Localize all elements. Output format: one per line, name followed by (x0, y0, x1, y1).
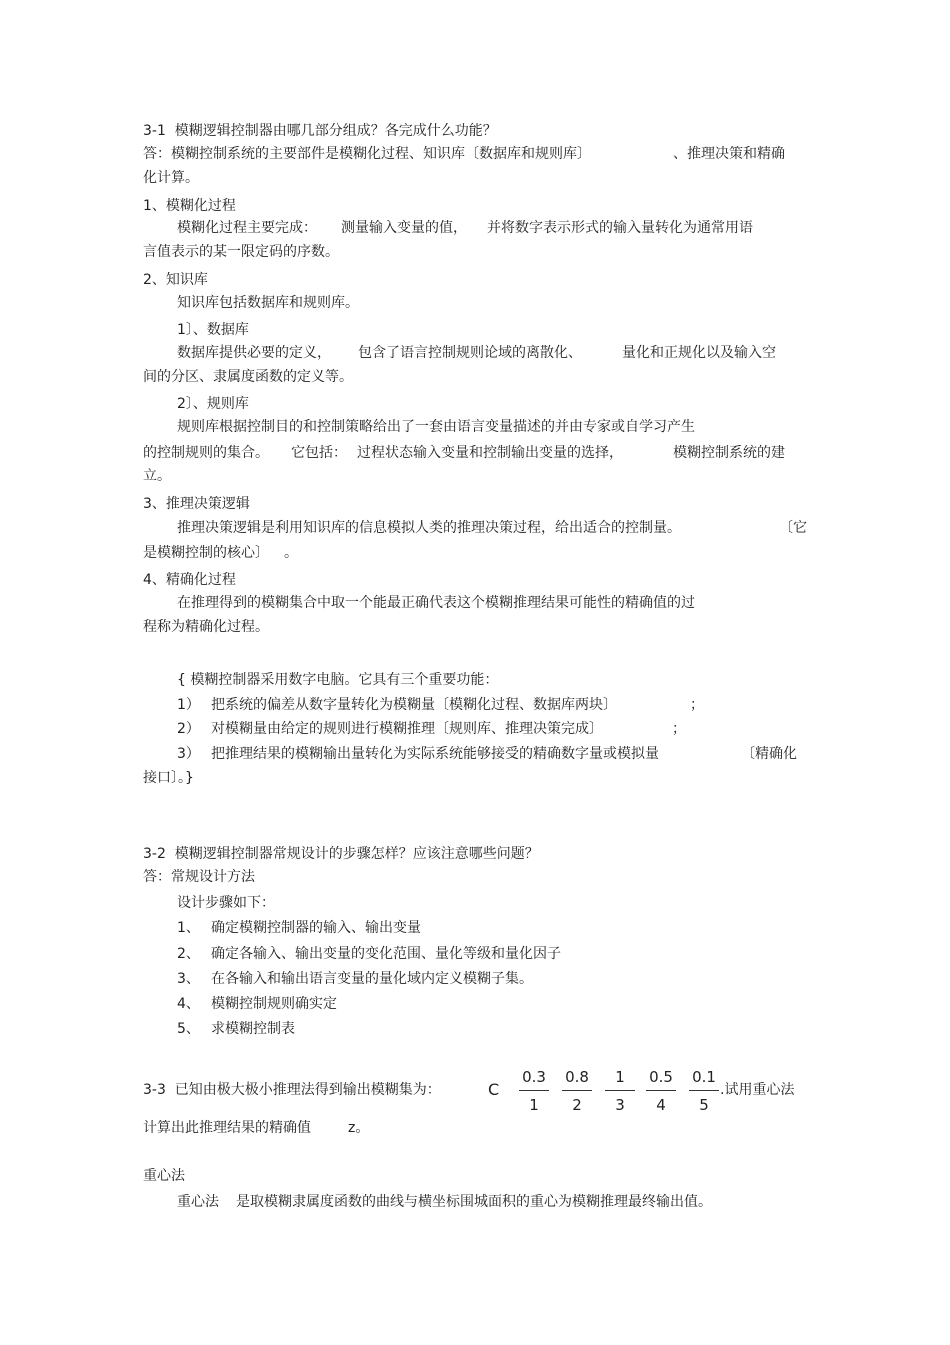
term-element: 4 (656, 1096, 666, 1114)
function-3-number: 3） (177, 746, 200, 762)
answer-3-1-line1-tail: 、推理决策和精确 (673, 146, 785, 162)
inference-text-2a: 是模糊控制的核心〕 (143, 545, 269, 561)
fuzzy-set-term (689, 1068, 719, 1114)
heading-fuzzification: 1、模糊化过程 (143, 198, 236, 214)
term-element: 5 (699, 1096, 709, 1114)
centroid-term: 重心法 (177, 1194, 219, 1210)
defuzzification-text-1: 在推理得到的模糊集合中取一个能最正确代表这个模糊推理结果可能性的精确值的过 (177, 595, 695, 611)
heading-database: 1〕、数据库 (177, 322, 249, 338)
database-text-b: 包含了语言控制规则论域的离散化、 (358, 345, 582, 361)
question-3-1: 3-1 模糊逻辑控制器由哪几部分组成？各完成什么功能？ (143, 123, 497, 139)
term-membership: 1 (605, 1068, 635, 1091)
database-text-c: 量化和正规化以及输入空 (622, 345, 776, 361)
term-element: 2 (572, 1096, 582, 1114)
step-text: 确定各输入、输出变量的变化范围、量化等级和量化因子 (211, 946, 561, 962)
rule-base-text-2c: 过程状态输入变量和控制输出变量的选择， (357, 445, 623, 461)
heading-centroid-method: 重心法 (143, 1168, 185, 1184)
question-3-2: 3-2 模糊逻辑控制器常规设计的步骤怎样？应该注意哪些问题？ (143, 846, 539, 862)
design-steps-title: 设计步骤如下： (177, 895, 275, 911)
inference-text-1b: 〔它 (779, 520, 807, 536)
answer-3-1-line1: 答：模糊控制系统的主要部件是模糊化过程、知识库〔数据库和规则库〕 (143, 146, 591, 162)
term-element: 1 (529, 1096, 539, 1114)
database-text-2: 间的分区、隶属度函数的定义等。 (143, 369, 353, 385)
function-3-tail: 〔精确化 (741, 746, 797, 762)
step-number: 3、 (177, 971, 200, 987)
heading-inference: 3、推理决策逻辑 (143, 496, 250, 512)
step-text: 求模糊控制表 (211, 1021, 295, 1037)
rule-base-text-2d: 模糊控制系统的建 (673, 445, 785, 461)
knowledge-base-text: 知识库包括数据库和规则库。 (177, 295, 359, 311)
step-text: 模糊控制规则确实定 (211, 996, 337, 1012)
functions-intro: { 模糊控制器采用数字电脑。它具有三个重要功能： (177, 672, 499, 688)
term-membership: 0.5 (646, 1068, 676, 1091)
step-number: 1、 (177, 920, 200, 936)
rule-base-text-1: 规则库根据控制目的和控制策略给出了一套由语言变量描述的并由专家或自学习产生 (177, 419, 695, 435)
question-3-3-tail: .试用重心法 (720, 1082, 795, 1098)
rule-base-text-2b: 它包括： (291, 445, 347, 461)
inference-text-2b: 。 (284, 545, 298, 561)
fuzzification-text-c: 并将数字表示形式的输入量转化为通常用语 (487, 220, 753, 236)
step-number: 2、 (177, 946, 200, 962)
rule-base-text-3: 立。 (143, 468, 171, 484)
heading-defuzzification: 4、精确化过程 (143, 572, 236, 588)
function-1-semicolon: ； (690, 697, 704, 713)
function-3-text: 把推理结果的模糊输出量转化为实际系统能够接受的精确数字量或模拟量 (211, 746, 659, 762)
heading-rule-base: 2〕、规则库 (177, 396, 249, 412)
answer-3-2: 答：常规设计方法 (143, 869, 255, 885)
term-membership: 0.3 (519, 1068, 549, 1091)
question-3-3-line2: 计算出此推理结果的精确值 (143, 1120, 311, 1136)
database-text-a: 数据库提供必要的定义， (177, 345, 331, 361)
question-3-3-variable: z。 (348, 1120, 370, 1136)
centroid-definition: 是取模糊隶属度函数的曲线与横坐标围城面积的重心为模糊推理最终输出值。 (236, 1194, 712, 1210)
fuzzification-text-2: 言值表示的某一限定码的序数。 (143, 244, 339, 260)
defuzzification-text-2: 程称为精确化过程。 (143, 619, 269, 635)
fuzzification-text-b: 测量输入变量的值， (341, 220, 467, 236)
inference-text-1a: 推理决策逻辑是利用知识库的信息模拟人类的推理决策过程，给出适合的控制量。 (177, 520, 681, 536)
step-number: 5、 (177, 1021, 200, 1037)
step-text: 确定模糊控制器的输入、输出变量 (211, 920, 421, 936)
function-2-number: 2） (177, 721, 200, 737)
term-membership: 0.1 (689, 1068, 719, 1091)
function-2-text: 对模糊量由给定的规则进行模糊推理〔规则库、推理决策完成〕 (211, 721, 603, 737)
function-1-number: 1） (177, 697, 200, 713)
function-2-semicolon: ； (672, 721, 686, 737)
answer-3-1-line2: 化计算。 (143, 170, 199, 186)
question-3-3: 3-3 已知由极大极小推理法得到输出模糊集为： (143, 1082, 441, 1098)
term-membership: 0.8 (562, 1068, 592, 1091)
fuzzy-set-term (605, 1068, 635, 1114)
function-3-line2: 接口〕。} (143, 770, 194, 786)
fuzzy-set-term (519, 1068, 549, 1114)
heading-knowledge-base: 2、知识库 (143, 272, 208, 288)
step-number: 4、 (177, 996, 200, 1012)
term-element: 3 (615, 1096, 625, 1114)
function-1-text: 把系统的偏差从数字量转化为模糊量〔模糊化过程、数据库两块〕 (211, 697, 617, 713)
step-text: 在各输入和输出语言变量的量化域内定义模糊子集。 (211, 971, 533, 987)
fuzzy-set-term (562, 1068, 592, 1114)
rule-base-text-2a: 的控制规则的集合。 (143, 445, 269, 461)
fuzzification-text-a: 模糊化过程主要完成： (177, 220, 317, 236)
fuzzy-set-symbol: C (488, 1080, 500, 1099)
fuzzy-set-term (646, 1068, 676, 1114)
